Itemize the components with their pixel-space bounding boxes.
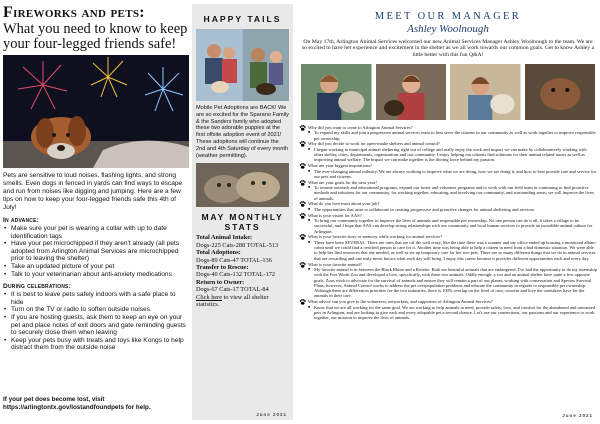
qa-item [299,299,597,320]
paw-icon [299,262,306,268]
manager-photo [376,64,447,120]
fireworks-intro: Pets are sensitive to loud noises, flashing lights, and strong smells. Even dogs in fenced in yards can find ways to escape and run from noises like digging and jumping. Here are a few tips on how to keep your four-legged friends safe this 4th of July! [3,172,183,211]
paw-icon [299,163,306,169]
qa-question: What are your biggest inspirations? [308,163,372,169]
paw-icon [299,234,306,240]
manager-photo [450,64,521,120]
during-heading: During celebrations: [3,283,71,291]
manager-name: Ashley Woolnough [407,23,489,35]
paw-icon [299,180,306,186]
qa-answer: ■ My favorite animal is in between the Black Rhino and a Rosette. Both are beautiful animals that are endangered. I've had the opportunity to do my internship with the Fort Worth Zoo and developed a love, specifically, with these two animals. Oddly enough, a zoo and an animal shelter have quite a few opposite goals. Zoos work to advocate for the survival of animals and ensure they will remain a part of our planet, working with conservation and Species Survival Plans, however, Animal Control works to address the pet overpopulation problems and educate the community in regards to responsible pet ownership. Although there are differences priorities for the two industries, there is 100% overlap on the level of care, concern and love the caretakers have for the animals in their care. [308,267,597,299]
list-item: • It is best to leave pets safely indoors with a safe place to hide [3,291,189,306]
manager-photo [525,64,596,120]
sidebar-column [192,4,293,420]
list-item: • Turn on the TV or radio to soften outside noises. [3,306,189,314]
qa-answer: ■ The opportunities that arise to collaborate in creating progressive and proactive changes for animal sheltering and services. [308,207,597,212]
list-item: • Talk to your veterinarian about anti-anxiety medications [3,271,189,279]
qa-question: What is your vision for AAS? [308,212,362,218]
qa-answer: ■ There have been SEVERAL. There are ones that are off the wall crazy, like the time there was a scanner and my office ended up housing a monitored albino cobra until we could find a certified person to care for it. Another time was being able to help a citizen in need from a bad domestic situation. We were able to help her find resources that she needed, as well as set up temporary care for her two pets. There are so many different things that we do in animal services that are rewarding and one truly never knows what each day will bring. I enjoy this career because it provides different opportunities each and every day. [308,240,597,261]
fireworks-subtitle: What you need to know to keep your four-legged friends safe! [3,21,188,52]
qa-item [299,234,597,261]
qa-list [299,125,597,321]
adoptions-value: Dogs-89 Cats-47 TOTAL-136 [196,256,272,264]
fireworks-title: Fireworks and pets: [3,4,145,21]
list-item: • Have your pet microchipped if they aren't already (all pets adopted from Arlington Animal Services are microchipped prior to leaving the shelter) [3,240,189,263]
advance-heading: In advance: [3,217,40,224]
stats-link-suffix: to view all shelter statistics. [196,293,269,309]
happy-tails-title: HAPPY TAILS [203,14,282,24]
manager-title: MEET OUR MANAGER [374,11,522,22]
lost-pet-note [3,396,189,412]
advance-list [3,225,189,278]
qa-answer: ■ To bring our community together to improve the lives of animals and responsible pet ownership. No one person can do it all, it takes a village to be successful, and I hope that AAS can develop strong relationships with our community and local human services to provide an incredible animal culture for Arlington. [308,218,597,234]
qa-question: What is your favorite story or memory while working for animal services? [308,234,443,240]
stats-link-line [196,294,289,309]
list-item: • If you are hosting guests, ask them to keep an eye on your pet and place notes of exit doors and gate reminding guests to securely close them when leaving [3,314,189,337]
qa-item [299,125,597,141]
manager-intro: On May 17th, Arlington Animal Services welcomed our new Animal Services Manager Ashley Woolnough to the team. We are so excited to have her experience and excitement in the shelter as we all work towards our common goals. Get to know Ashley a little better with this fun Q&A! [301,39,595,58]
qa-item [299,262,597,299]
qa-question: Why did you decide to work for open-intake shelters and animal control? [308,141,440,147]
intake-label: Total Animal Intake: [196,234,253,242]
qa-question: What advice can you give to the volunteers, networkers, and supporters of Arlington Animal Services? [308,299,493,305]
qa-answer: ■ To resume outreach and educational programs, expand our foster and volunteer programs and to work with our field team in continuing to find proactive methods and solutions for our community, for working together, educating, and involving our community, and surrounding areas; we will improve the lives of animals. [308,185,597,201]
during-list [3,291,189,352]
dog-fireworks-photo [3,55,189,168]
happy-tails-text: Mobile Pet Adoptions are BACK! We are so excited for the Sparano Family & the Sanders family who adopted these two adorable puppies at the first offsite adoption event of 2021! These adoptions will continue the 2nd and 4th Saturday of every month (weather permitting). [196,105,289,159]
qa-question: Why did you want to come to Arlington Animal Services? [308,124,413,130]
qa-item [299,180,597,201]
monthly-stats [192,232,293,308]
qa-question: What is your favorite animal? [308,261,362,267]
qa-item [299,213,597,234]
qa-answer: ■ I began working in municipal animal sheltering right out of college and really enjoy the work and impact we can make by collaboratively working with other shelter, cities, departments, organizations and our community. I enjoy helping our citizens find solutions for their animal related issues as well as improving animal welfare. The impact we can make together is the driving force behind my passion. [308,147,597,163]
lost-pet-link[interactable]: https://arlingtontx.gov/lostandfoundpets for help. [3,404,151,411]
monthly-stats-title: MAY MONTHLY STATS [201,212,284,233]
adoptions-label: Total Adoptions: [196,249,241,257]
qa-answer: ■ The ever-changing animal industry. We are always working to improve what we are doing, how we are doing it, and how to best provide care and service for our pets and citizens. [308,169,597,180]
list-item: • Take an updated picture of your pet [3,263,189,271]
qa-item [299,141,597,162]
lost-pet-line: If your pet does become lost, visit [3,396,105,403]
stats-link[interactable]: Click here [196,293,223,301]
intake-value: Dogs-225 Cats-288 TOTAL-513 [196,241,279,249]
qa-item [299,163,597,179]
paw-icon [299,201,306,207]
qa-question: What are your goals for the next year? [308,179,378,185]
qa-question: What do you love most about your job? [308,201,380,207]
rto-value: Dogs-67 Cats-17 TOTAL-84 [196,286,269,294]
qa-answer: ■ To expand my skills and join a progressive animal services team to best serve the citizens in our community as well as work together to improve responsible pet ownership. [308,130,597,141]
qa-answer: ■ Know that we are all working for the same goal. We are working to help animals in need, provide safety, love, and comfort for the abandoned and unwanted pets in Arlington, and are looking to give each and every adoptable pet a second chance. Let's use our connections, our passions and our experience to work together, our mission to improve the lives of animals. [308,305,597,321]
list-item: • Make sure your pet is wearing a collar with up to date identification tags [3,225,189,240]
paw-icon [299,141,306,147]
paw-icon [299,213,306,219]
list-item: • Keep your pets busy with treats and toys like Kongs to help distract them from the outside noise [3,337,189,352]
manager-photo [301,64,372,120]
cats-photo [196,163,289,207]
manager-column [299,4,597,420]
manager-photos [299,64,597,120]
paw-icon [299,299,306,305]
rto-label: Return to Owner: [196,278,245,286]
issue-date: June 2021 [562,413,593,418]
issue-date: June 2021 [256,412,287,417]
transfer-value: Dogs-40 Cats-132 TOTAL-172 [196,271,276,279]
qa-item [299,201,597,212]
fireworks-column [3,4,189,420]
paw-icon [299,125,306,131]
adoption-event-photo [196,29,289,101]
transfer-label: Transfer to Rescue: [196,264,249,271]
